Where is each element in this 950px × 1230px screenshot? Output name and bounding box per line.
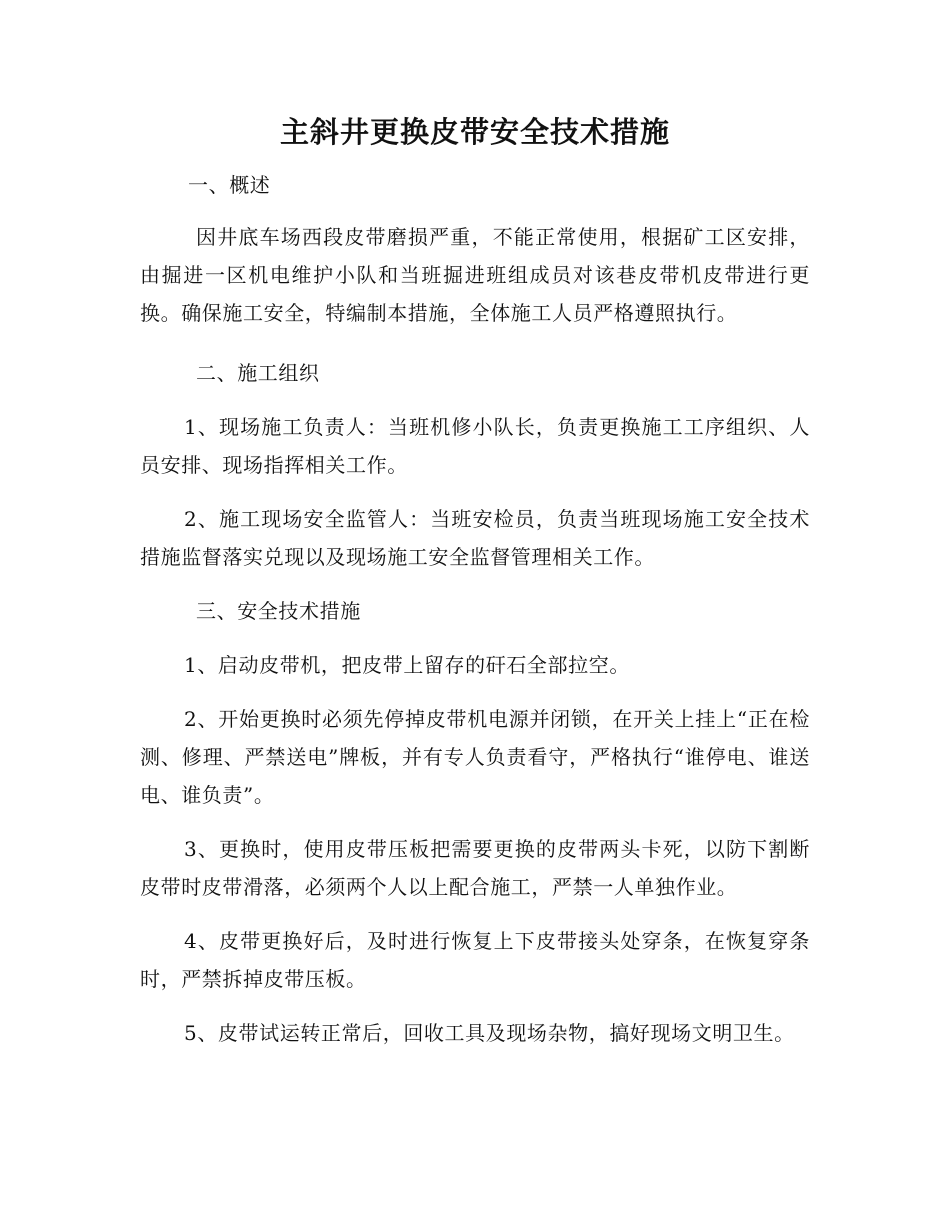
overview-paragraph: 因井底车场西段皮带磨损严重，不能正常使用，根据矿工区安排，由掘进一区机电维护小队和当班掘进班组成员对该巷皮带机皮带进行更换。确保施工安全，特编制本措施，全体施工人员严格遵照执行。 xyxy=(140,225,810,325)
safety-item-5: 5、皮带试运转正常后，回收工具及现场杂物，搞好现场文明卫生。 xyxy=(184,1021,795,1045)
document-body xyxy=(140,166,810,1052)
section-heading-safety-measures: 三、安全技术措施 xyxy=(196,599,361,623)
safety-item-4: 4、皮带更换好后，及时进行恢复上下皮带接头处穿条，在恢复穿条时，严禁拆掉皮带压板。 xyxy=(140,929,810,991)
safety-item-3: 3、更换时，使用皮带压板把需要更换的皮带两头卡死，以防下割断皮带时皮带滑落，必须两个人以上配合施工，严禁一人单独作业。 xyxy=(140,837,810,899)
safety-item-1: 1、启动皮带机，把皮带上留存的矸石全部拉空。 xyxy=(184,653,630,677)
safety-item-2: 2、开始更换时必须先停掉皮带机电源并闭锁，在开关上挂上“正在检测、修理、严禁送电”牌板，并有专人负责看守，严格执行“谁停电、谁送电、谁负责”。 xyxy=(140,707,810,807)
section-heading-organization: 二、施工组织 xyxy=(196,361,320,385)
section-heading-overview: 一、概述 xyxy=(188,173,271,197)
organization-item-2: 2、施工现场安全监管人：当班安检员，负责当班现场施工安全技术措施监督落实兑现以及现场施工安全监督管理相关工作。 xyxy=(140,507,810,569)
page-title: 主斜井更换皮带安全技术措施 xyxy=(279,115,670,149)
organization-item-1: 1、现场施工负责人：当班机修小队长，负责更换施工工序组织、人员安排、现场指挥相关工作。 xyxy=(140,415,810,477)
